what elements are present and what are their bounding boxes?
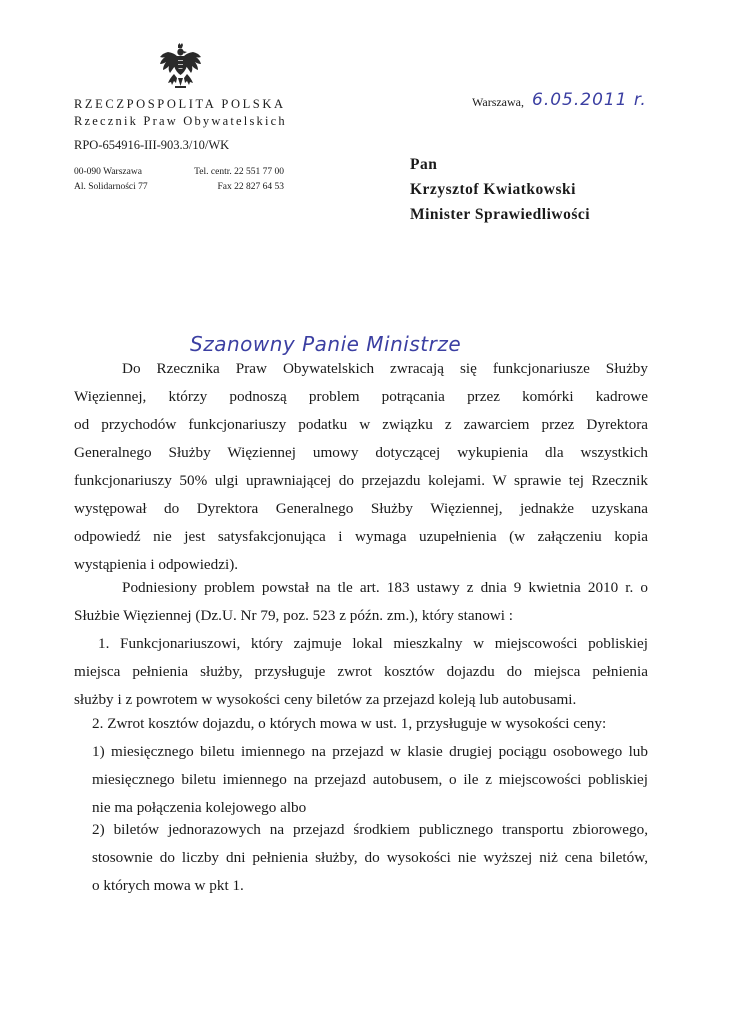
org-name: RZECZPOSPOLITA POLSKA <box>74 97 286 111</box>
phone-number: Tel. centr. 22 551 77 00 <box>194 167 284 177</box>
text-line: miejsca pełnienia służby, przysługuje zwrot kosztów dojazdu do miejsca pełnienia <box>74 663 648 680</box>
text-line: służby i z powrotem w wysokości ceny biletów za przejazd koleją lub autobusami. <box>74 691 577 708</box>
text-line: 2) biletów jednorazowych na przejazd środkiem publicznego transportu zbiorowego, <box>92 821 648 838</box>
text-line: nie ma połączenia kolejowego albo <box>92 799 307 816</box>
street-address: Al. Solidarności 77 <box>74 182 148 192</box>
date-place: Warszawa, <box>472 95 525 109</box>
sub-point-1 <box>92 738 648 822</box>
addressee-block <box>410 152 590 227</box>
quote-point-2 <box>74 710 648 738</box>
text-line: Generalnego Służby Więziennej umowy dotyczącej wykupienia dla wszystkich <box>74 444 648 461</box>
text-line: Podniesiony problem powstał na tle art. 183 ustawy z dnia 9 kwietnia 2010 r. o <box>122 579 648 596</box>
org-subtitle: Rzecznik Praw Obywatelskich <box>74 114 287 128</box>
text-line: Więziennej, którzy podnoszą problem potrącania przez komórki kadrowe <box>74 388 648 405</box>
text-line: 2. Zwrot kosztów dojazdu, o których mowa w ust. 1, przysługuje w wysokości ceny: <box>92 715 607 732</box>
text-line: 1) miesięcznego biletu imiennego na przejazd w klasie drugiej pociągu osobowego lub <box>92 743 648 760</box>
text-line: Służbie Więziennej (Dz.U. Nr 79, poz. 523 z późn. zm.), który stanowi : <box>74 607 514 624</box>
reference-number: RPO-654916-III-903.3/10/WK <box>74 138 230 152</box>
quote-point-1 <box>74 630 648 714</box>
text-line: funkcjonariuszy 50% ulgi uprawniającej do przejazdu kolejami. W sprawie tej Rzecznik <box>74 472 648 489</box>
paragraph-1 <box>74 355 648 579</box>
text-line: stosownie do liczby dni pełnienia służby, do wysokości nie wyższej niż cena biletów, <box>92 849 648 866</box>
handwritten-salutation: Szanowny Panie Ministrze <box>190 332 462 356</box>
fax-number: Fax 22 827 64 53 <box>217 182 284 192</box>
addressee-position: Minister Sprawiedliwości <box>410 206 591 223</box>
text-line: Do Rzecznika Praw Obywatelskich zwracają się funkcjonariusze Służby <box>122 360 648 377</box>
addressee-title: Pan <box>410 156 438 173</box>
text-line: odpowiedź nie jest satysfakcjonująca i wymaga uzupełnienia (w załączeniu kopia <box>74 528 648 545</box>
text-line: wystąpienia i odpowiedzi). <box>74 556 239 573</box>
postal-address: 00-090 Warszawa <box>74 167 142 177</box>
sub-point-2 <box>92 816 648 900</box>
text-line: miesięcznego biletu imiennego na przejazd autobusem, o ile z miejscowości pobliskiej <box>92 771 648 788</box>
text-line: od przychodów funkcjonariuszy podatku w związku z zawarciem przez Dyrektora <box>74 416 648 433</box>
addressee-name: Krzysztof Kwiatkowski <box>410 181 576 198</box>
handwritten-date: 6.05.2011 r. <box>532 90 647 110</box>
text-line: 1. Funkcjonariuszowi, który zajmuje lokal mieszkalny w miejscowości pobliskiej <box>98 635 648 652</box>
polish-eagle-emblem-icon <box>157 42 203 90</box>
text-line: występował do Dyrektora Generalnego Służby Więziennej, jednakże uzyskana <box>74 500 648 517</box>
paragraph-2 <box>74 574 648 630</box>
text-line: o których mowa w pkt 1. <box>92 877 244 894</box>
